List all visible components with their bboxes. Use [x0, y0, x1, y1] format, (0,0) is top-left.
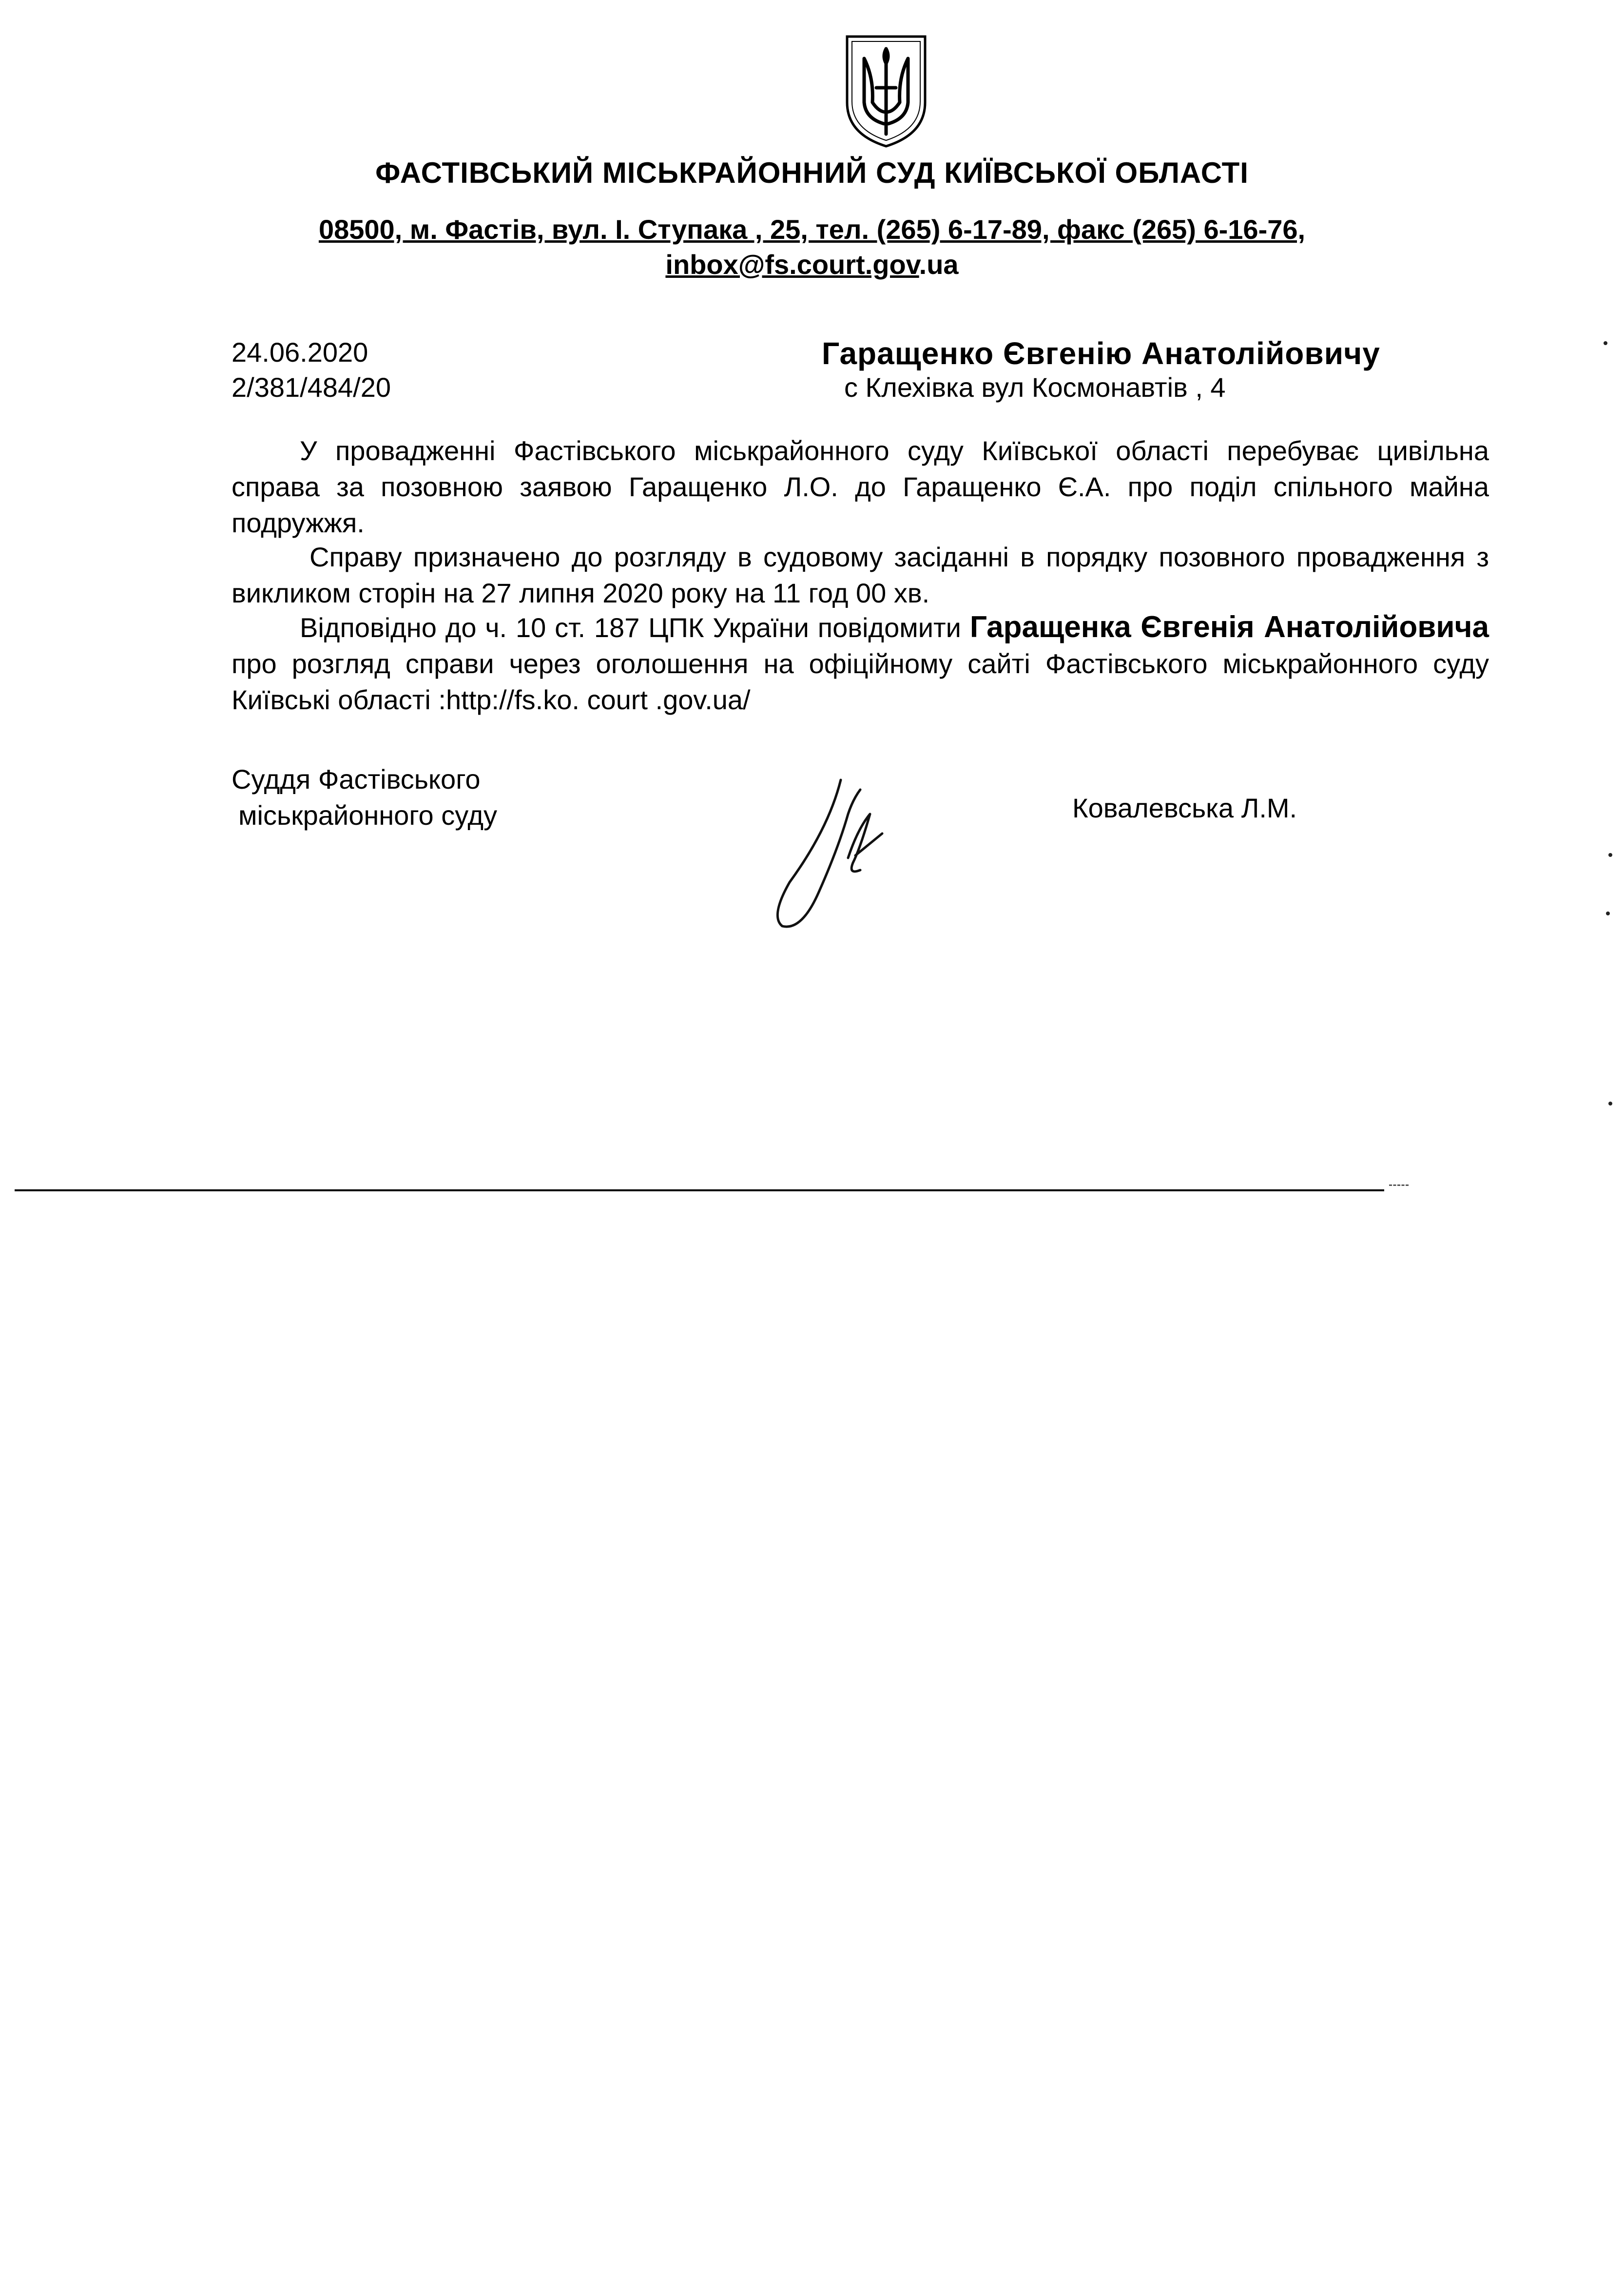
scan-speck [1608, 1102, 1612, 1106]
judge-name: Ковалевська Л.М. [1072, 793, 1297, 823]
paragraph-3-start: Відповідно до ч. 10 ст. 187 ЦПК України повідомити [300, 612, 970, 643]
court-address: 08500, м. Фастів, вул. І. Ступака , 25, тел. (265) 6-17-89, факс (265) 6-16-76, [318, 214, 1306, 245]
recipient-name: Гаращенко Євгенію Анатолійовичу [822, 336, 1380, 371]
scan-speck [1608, 853, 1612, 857]
recipient-address: с Клехівка вул Космонавтів , 4 [844, 372, 1226, 403]
body-paragraph-2: Справу призначено до розгляду в судовому засіданні в порядку позовного провадження з викликом сторін на 27 липня 2020 року на 11 год 00 хв. [232, 542, 1489, 608]
judge-title [232, 761, 497, 834]
case-number: 2/381/484/20 [232, 372, 391, 403]
body-paragraph-1: У провадженні Фастівського міськрайонного суду Київської області перебуває цивільна справа за позовною заявою Гаращенко Л.О. до Гаращенко Є.А. про поділ спільного майна подружжя. [232, 435, 1489, 538]
paragraph-3-end: про розгляд справи через оголошення на офіційному сайті Фастівського міськрайонного суду Київські області :http://fs.ko. court .gov.ua/ [232, 648, 1489, 715]
court-email-link[interactable]: inbox@fs.court.gov [665, 249, 919, 280]
body-paragraph-3 [232, 609, 1489, 718]
scan-speck [1606, 912, 1610, 915]
court-name-heading: ФАСТІВСЬКИЙ МІСЬКРАЙОННИЙ СУД КИЇВСЬКОЇ ОБЛАСТІ [375, 156, 1249, 189]
judge-title-line-2: міськрайонного суду [238, 800, 498, 831]
court-email-tail: .ua [919, 249, 959, 280]
page-divider [15, 1189, 1384, 1191]
court-email [0, 249, 1624, 280]
coat-of-arms-icon [837, 29, 935, 151]
letter-date: 24.06.2020 [232, 337, 368, 368]
judge-title-line-1: Суддя Фастівського [232, 764, 481, 795]
page-divider-tail [1389, 1184, 1409, 1186]
paragraph-3-bold-name: Гаращенка Євгенія Анатолійовича [969, 610, 1489, 644]
signature-icon [755, 760, 916, 941]
scan-speck [1604, 341, 1607, 345]
